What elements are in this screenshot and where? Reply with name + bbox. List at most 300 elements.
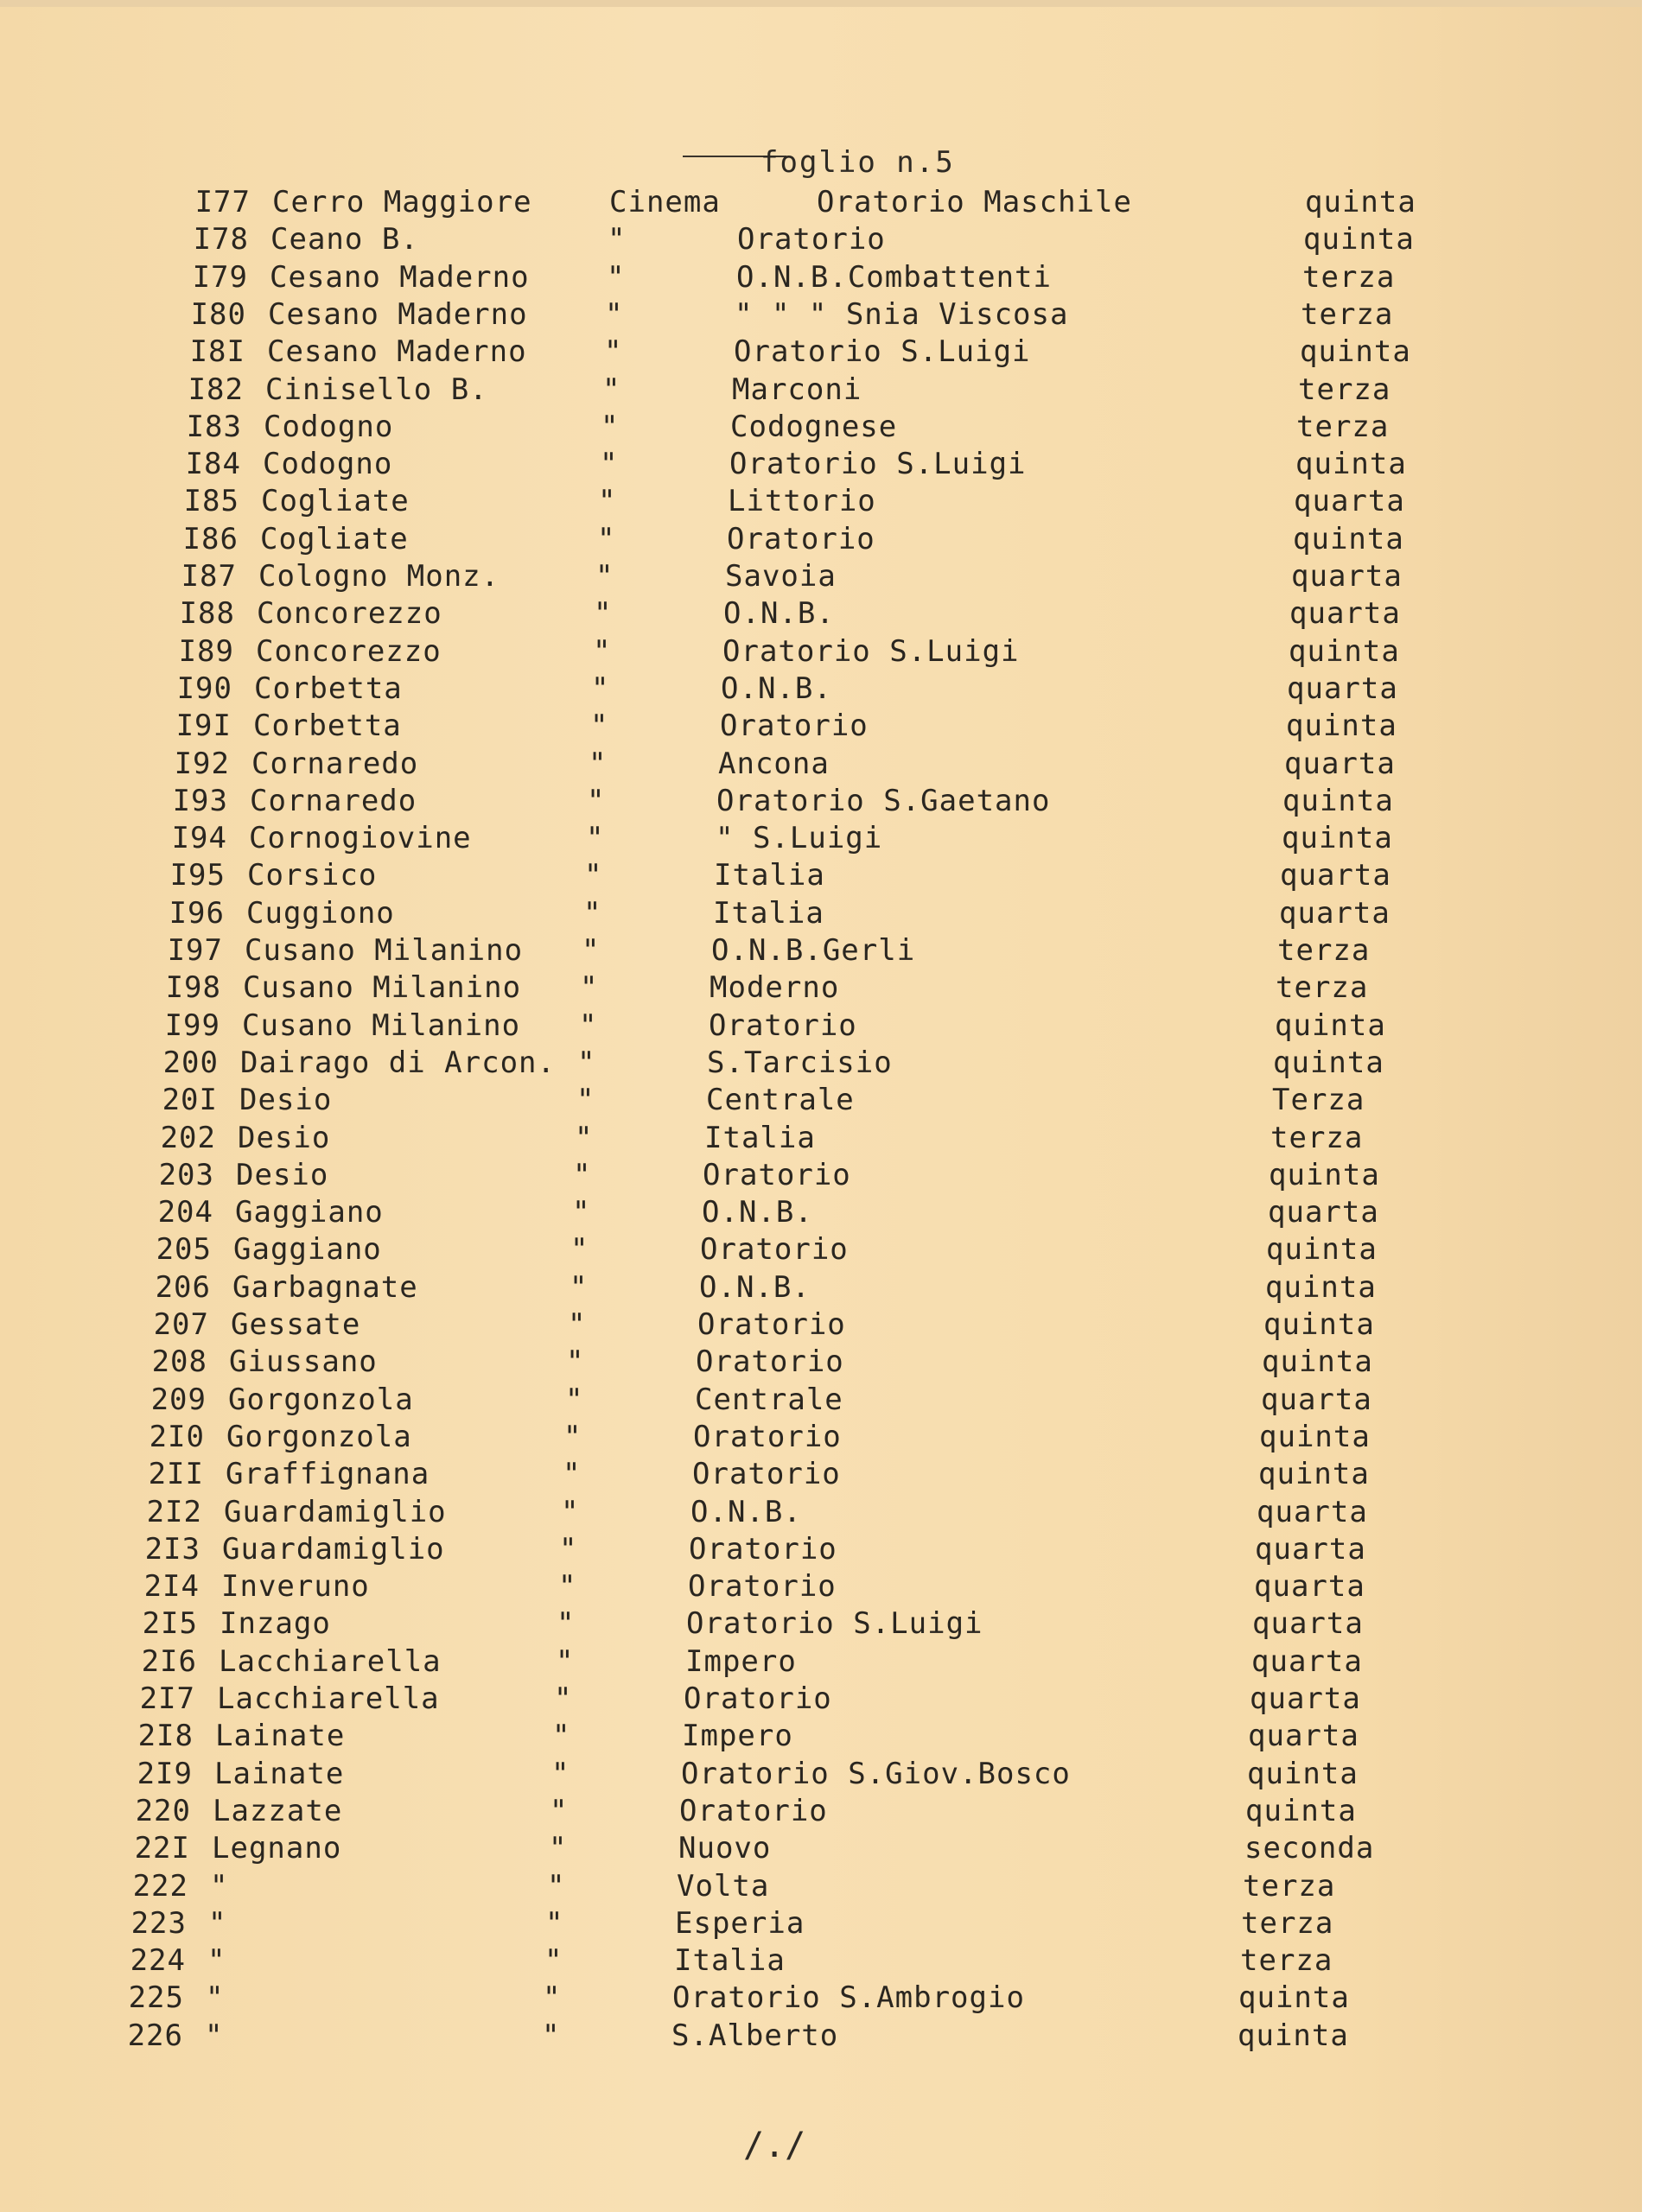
table-row: [119, 1643, 1661, 1681]
venue-name: Ancona: [718, 746, 830, 781]
town-name: Gorgonzola: [228, 1382, 414, 1417]
category-class: quinta: [1238, 1980, 1350, 2016]
town-name: Lacchiarella: [219, 1643, 442, 1679]
venue-name: Oratorio: [709, 1007, 857, 1043]
category-class: quinta: [1282, 821, 1393, 856]
category-class: quarta: [1252, 1606, 1364, 1642]
entry-number: 224: [130, 1943, 186, 1979]
entry-number: 2I6: [141, 1643, 197, 1679]
venue-name: Oratorio: [693, 1419, 842, 1454]
category-class: terza: [1241, 1905, 1334, 1941]
venue-name: Oratorio: [688, 1569, 837, 1605]
category-class: quinta: [1269, 1157, 1380, 1192]
entry-number: 223: [130, 1905, 187, 1941]
table-row: [127, 1418, 1661, 1456]
table-row: [131, 1306, 1661, 1344]
category-class: quarta: [1287, 671, 1398, 706]
entry-number: 205: [156, 1232, 212, 1268]
table-row: [154, 707, 1661, 745]
venue-type: ": [589, 746, 608, 781]
town-name: Lacchiarella: [217, 1681, 440, 1716]
venue-name: " S.Luigi: [716, 821, 883, 856]
town-name: Guardamiglio: [224, 1494, 447, 1529]
category-class: quarta: [1248, 1719, 1359, 1754]
venue-name: Esperia: [675, 1905, 805, 1941]
town-name: Cusano Milanino: [243, 970, 522, 1006]
venue-type: ": [597, 521, 616, 556]
table-row: [124, 1493, 1661, 1531]
category-class: quinta: [1305, 185, 1416, 219]
venue-type: ": [594, 596, 613, 632]
table-row: [134, 1230, 1661, 1268]
table-row: [159, 557, 1661, 595]
town-name: ": [207, 1943, 226, 1979]
table-row: [113, 1792, 1661, 1830]
table-row: [129, 1381, 1661, 1419]
entry-number: I77: [194, 185, 251, 219]
entry-number: 203: [158, 1157, 214, 1192]
entry-number: I95: [169, 858, 226, 893]
town-name: Cornaredo: [250, 783, 417, 818]
table-row: [136, 1193, 1661, 1231]
town-name: Cesano Maderno: [267, 334, 527, 370]
table-row: [170, 258, 1661, 296]
table-row: [171, 220, 1661, 258]
table-row: [145, 931, 1661, 969]
town-name: Corsico: [247, 858, 378, 893]
town-name: Inveruno: [221, 1569, 370, 1605]
category-class: quinta: [1293, 521, 1404, 556]
category-class: quinta: [1289, 633, 1400, 669]
venue-type: ": [575, 1120, 594, 1155]
entry-number: 208: [151, 1344, 207, 1380]
entry-number: I94: [171, 821, 227, 856]
entry-number: 222: [132, 1868, 188, 1904]
category-class: quarta: [1280, 858, 1391, 893]
venue-type: ": [579, 1007, 598, 1043]
venue-name: Oratorio: [697, 1307, 846, 1342]
table-row: [161, 520, 1661, 558]
venue-name: O.N.B.: [702, 1195, 813, 1230]
table-row: [143, 969, 1661, 1007]
table-row: [115, 1755, 1661, 1793]
venue-type: ": [554, 1681, 573, 1716]
venue-name: S.Tarcisio: [707, 1045, 893, 1080]
entry-number: 2II: [148, 1457, 204, 1492]
town-name: Dairago di Arcon.: [240, 1045, 556, 1080]
venue-name: Oratorio Maschile: [817, 185, 1132, 219]
venue-name: Oratorio S.Luigi: [722, 633, 1020, 669]
category-class: terza: [1276, 970, 1369, 1006]
venue-name: Italia: [713, 895, 824, 931]
town-name: Legnano: [212, 1831, 342, 1866]
entry-number: 220: [135, 1793, 191, 1828]
entry-number: 2I9: [137, 1756, 193, 1791]
category-class: terza: [1277, 933, 1371, 968]
category-class: quinta: [1303, 222, 1415, 257]
category-class: quinta: [1258, 1457, 1370, 1492]
entry-number: I99: [164, 1007, 220, 1043]
venue-name: Moderno: [710, 970, 840, 1006]
venue-type: ": [552, 1719, 571, 1754]
entry-number: I84: [185, 447, 241, 482]
entry-number: I90: [176, 671, 232, 706]
category-class: quinta: [1262, 1344, 1373, 1380]
entry-number: I83: [186, 409, 242, 444]
entry-number: I98: [165, 970, 221, 1006]
entry-number: I96: [169, 895, 225, 931]
category-class: quarta: [1268, 1195, 1379, 1230]
category-class: Terza: [1272, 1083, 1365, 1118]
town-name: Cinisello B.: [265, 372, 488, 407]
venue-name: O.N.B.Gerli: [711, 933, 916, 968]
venue-type: ": [598, 484, 617, 519]
table-row: [120, 1605, 1661, 1643]
town-name: Giussano: [229, 1344, 378, 1380]
table-row: [147, 894, 1661, 932]
venue-name: O.N.B.: [699, 1269, 811, 1305]
town-name: Lazzate: [213, 1793, 343, 1828]
venue-type: ": [563, 1419, 582, 1454]
table-row: [133, 1268, 1661, 1306]
entry-number: 226: [127, 2018, 183, 2053]
venue-type: ": [572, 1195, 591, 1230]
table-row: [163, 445, 1661, 483]
town-name: Desio: [238, 1120, 331, 1155]
category-class: terza: [1243, 1868, 1336, 1904]
entry-number: 207: [153, 1307, 209, 1342]
venue-name: Oratorio: [684, 1681, 832, 1716]
entry-number: I87: [181, 559, 237, 594]
venue-name: Oratorio: [679, 1793, 828, 1828]
entry-number: 200: [162, 1045, 219, 1080]
category-class: quarta: [1250, 1681, 1361, 1716]
venue-type: ": [543, 1980, 562, 2016]
table-row: [143, 1007, 1661, 1045]
town-name: Cusano Milanino: [242, 1007, 521, 1043]
venue-name: Oratorio S.Giov.Bosco: [681, 1756, 1071, 1791]
table-row: [106, 1979, 1661, 2017]
venue-name: O.N.B.: [723, 596, 835, 632]
venue-type: ": [587, 783, 606, 818]
category-class: quinta: [1259, 1419, 1371, 1454]
venue-name: Oratorio: [727, 521, 875, 556]
venue-name: Centrale: [706, 1083, 855, 1118]
entry-number: I88: [179, 596, 235, 632]
continuation-mark: /./: [743, 2126, 806, 2165]
town-name: Cogliate: [260, 521, 409, 556]
category-class: quarta: [1251, 1643, 1363, 1679]
venue-name: Oratorio: [689, 1531, 837, 1567]
category-class: quarta: [1294, 484, 1405, 519]
town-name: Garbagnate: [232, 1269, 418, 1305]
venue-type: ": [550, 1793, 569, 1828]
town-name: ": [208, 1905, 227, 1941]
table-row: [118, 1680, 1661, 1718]
venue-type: ": [558, 1569, 577, 1605]
venue-name: " " " Snia Viscosa: [735, 296, 1069, 332]
entry-number: 22I: [134, 1831, 190, 1866]
venue-name: Oratorio S.Luigi: [729, 447, 1027, 482]
venue-type: ": [583, 895, 602, 931]
venue-type: ": [605, 296, 624, 332]
town-name: Cologno Monz.: [258, 559, 500, 594]
town-name: Corbetta: [254, 671, 403, 706]
venue-name: Marconi: [732, 372, 862, 407]
venue-type: ": [602, 372, 621, 407]
town-name: Cerro Maggiore: [272, 185, 532, 219]
table-row: [155, 670, 1661, 708]
venue-type: ": [570, 1269, 589, 1305]
entry-number: 225: [128, 1980, 184, 2016]
table-row: [108, 1942, 1661, 1980]
venue-type: ": [547, 1868, 566, 1904]
venue-name: Oratorio: [692, 1457, 841, 1492]
venue-type: ": [568, 1307, 587, 1342]
venue-name: Oratorio: [700, 1232, 849, 1268]
town-name: Cornaredo: [251, 746, 419, 781]
table-row: [126, 1455, 1661, 1493]
category-class: quarta: [1255, 1531, 1366, 1567]
venue-type: ": [586, 821, 605, 856]
category-class: quarta: [1289, 596, 1401, 632]
town-name: Gessate: [231, 1307, 361, 1342]
venue-type: ": [600, 447, 619, 482]
town-name: Ceano B.: [270, 222, 419, 257]
entry-number: I78: [193, 222, 249, 257]
venue-name: Oratorio S.Luigi: [686, 1606, 983, 1642]
venue-name: Impero: [682, 1719, 793, 1754]
entry-number: 2I4: [143, 1569, 200, 1605]
venue-type: ": [601, 409, 620, 444]
venue-type: ": [593, 633, 612, 669]
town-name: Corbetta: [253, 709, 402, 744]
table-row: [169, 296, 1661, 334]
town-name: Cesano Maderno: [270, 259, 530, 295]
entry-number: 209: [150, 1382, 207, 1417]
entry-number: 2I5: [142, 1606, 198, 1642]
venue-name: Oratorio: [696, 1344, 844, 1380]
entry-number: 2I2: [146, 1494, 202, 1529]
category-class: quinta: [1265, 1269, 1377, 1305]
table-row: [123, 1530, 1661, 1568]
venue-type: ": [584, 858, 603, 893]
venue-name: S.Alberto: [671, 2018, 839, 2053]
entry-number: 2I8: [137, 1719, 194, 1754]
entry-number: I97: [167, 933, 223, 968]
entry-number: I79: [192, 259, 248, 295]
venue-name: O.N.B.Combattenti: [736, 259, 1052, 295]
category-class: quinta: [1300, 334, 1411, 370]
category-class: quarta: [1261, 1382, 1372, 1417]
town-name: Gaggiano: [233, 1232, 382, 1268]
venue-name: Oratorio S.Luigi: [734, 334, 1031, 370]
entry-number: I8I: [189, 334, 245, 370]
category-class: quinta: [1245, 1793, 1357, 1828]
venue-name: Impero: [685, 1643, 797, 1679]
table-row: [166, 371, 1661, 409]
entry-number: 202: [160, 1120, 216, 1155]
venue-type: ": [549, 1831, 568, 1866]
venue-name: Oratorio: [720, 709, 869, 744]
venue-type: ": [556, 1643, 575, 1679]
venue-name: Italia: [674, 1943, 786, 1979]
category-class: quarta: [1279, 895, 1391, 931]
category-class: quinta: [1247, 1756, 1359, 1791]
venue-name: Littorio: [728, 484, 876, 519]
table-row: [157, 594, 1661, 632]
town-name: ": [210, 1868, 229, 1904]
entry-number: I82: [188, 372, 244, 407]
category-class: quinta: [1273, 1045, 1384, 1080]
town-name: Cuggiono: [246, 895, 395, 931]
entry-number: I93: [172, 783, 228, 818]
category-class: quinta: [1275, 1007, 1386, 1043]
venue-type: ": [591, 671, 610, 706]
venue-name: Volta: [677, 1868, 770, 1904]
category-class: quinta: [1282, 783, 1394, 818]
sheet-label: foglio n.5: [760, 145, 955, 180]
paper-top-edge: [0, 0, 1661, 7]
venue-name: Italia: [704, 1120, 816, 1155]
entry-number: 2I0: [149, 1419, 205, 1454]
town-name: Codogno: [264, 409, 394, 444]
category-class: quarta: [1291, 559, 1403, 594]
venue-name: Italia: [714, 858, 825, 893]
venue-name: O.N.B.: [721, 671, 832, 706]
venue-type: ": [557, 1606, 576, 1642]
town-name: Cogliate: [261, 484, 410, 519]
town-name: Desio: [239, 1083, 333, 1118]
category-class: quinta: [1263, 1307, 1375, 1342]
venue-type: ": [604, 334, 623, 370]
town-name: Gaggiano: [235, 1195, 384, 1230]
entry-number: I86: [182, 521, 239, 556]
venue-type: Cinema: [609, 185, 721, 219]
venue-name: Codognese: [730, 409, 898, 444]
venue-type: ": [565, 1382, 584, 1417]
venue-name: O.N.B.: [690, 1494, 802, 1529]
venue-type: ": [544, 1943, 563, 1979]
entry-number: 2I3: [144, 1531, 200, 1567]
category-class: quinta: [1266, 1232, 1378, 1268]
venue-type: ": [570, 1232, 589, 1268]
table-row: [173, 183, 1661, 221]
entry-number: I89: [178, 633, 234, 669]
venue-type: ": [595, 559, 614, 594]
category-class: quinta: [1286, 709, 1397, 744]
venue-type: ": [607, 259, 626, 295]
venue-name: Savoia: [725, 559, 837, 594]
town-name: Concorezzo: [256, 633, 442, 669]
town-name: Desio: [236, 1157, 329, 1192]
town-name: Inzago: [220, 1606, 331, 1642]
town-name: Lainate: [214, 1756, 345, 1791]
town-name: Concorezzo: [257, 596, 442, 632]
town-name: Cornogiovine: [249, 821, 472, 856]
table-row: [112, 1829, 1661, 1867]
table-row: [111, 1867, 1661, 1905]
table-row: [105, 2017, 1661, 2055]
table-row: [116, 1717, 1661, 1755]
venue-name: Nuovo: [678, 1831, 772, 1866]
venue-type: ": [576, 1083, 595, 1118]
venue-type: ": [608, 222, 627, 257]
table-row: [141, 1044, 1661, 1082]
table-row: [137, 1156, 1661, 1194]
table-row: [138, 1119, 1661, 1157]
table-row: [148, 856, 1661, 894]
venue-type: ": [580, 970, 599, 1006]
town-name: Codogno: [263, 447, 393, 482]
venue-type: ": [559, 1531, 578, 1567]
town-name: Cusano Milanino: [245, 933, 524, 968]
entry-number: 206: [155, 1269, 211, 1305]
entry-number: I9I: [175, 709, 232, 744]
category-class: quinta: [1295, 447, 1407, 482]
entry-number: 2I7: [139, 1681, 195, 1716]
entry-number: I85: [183, 484, 239, 519]
venue-name: Oratorio S.Ambrogio: [672, 1980, 1025, 2016]
category-class: quarta: [1257, 1494, 1368, 1529]
category-class: terza: [1270, 1120, 1364, 1155]
table-row: [109, 1904, 1661, 1942]
town-name: Guardamiglio: [222, 1531, 445, 1567]
table-row: [162, 482, 1661, 520]
venue-type: ": [582, 933, 601, 968]
venue-name: Oratorio S.Gaetano: [716, 783, 1051, 818]
entry-number: 204: [157, 1195, 213, 1230]
venue-type: ": [566, 1344, 585, 1380]
entry-number: I92: [174, 746, 230, 781]
category-class: terza: [1301, 296, 1394, 332]
table-row: [150, 782, 1661, 820]
venue-type: ": [577, 1045, 596, 1080]
venue-type: ": [545, 1905, 564, 1941]
category-class: quarta: [1284, 746, 1396, 781]
town-name: Cesano Maderno: [268, 296, 528, 332]
town-name: ": [206, 1980, 225, 2016]
category-class: seconda: [1244, 1831, 1375, 1866]
table-row: [168, 333, 1661, 371]
venue-type: ": [573, 1157, 592, 1192]
venue-type: ": [551, 1756, 570, 1791]
table-row: [156, 632, 1661, 671]
town-name: Gorgonzola: [226, 1419, 412, 1454]
venue-type: ": [542, 2018, 561, 2053]
table-row: [152, 745, 1661, 783]
venue-name: Centrale: [695, 1382, 843, 1417]
table-row: [130, 1343, 1661, 1381]
table-row: [122, 1567, 1661, 1605]
table-row: [140, 1081, 1661, 1119]
venue-type: ": [561, 1494, 580, 1529]
entry-number: I80: [190, 296, 246, 332]
venue-name: Oratorio: [737, 222, 886, 257]
entry-number: 20I: [162, 1083, 218, 1118]
table-row: [150, 819, 1661, 857]
category-class: quarta: [1254, 1569, 1365, 1605]
category-class: terza: [1240, 1943, 1333, 1979]
venue-type: ": [563, 1457, 582, 1492]
town-name: Graffignana: [226, 1457, 430, 1492]
town-name: Lainate: [215, 1719, 346, 1754]
category-class: terza: [1296, 409, 1390, 444]
table-row: [164, 408, 1661, 446]
category-class: terza: [1298, 372, 1391, 407]
category-class: terza: [1302, 259, 1396, 295]
venue-type: ": [590, 709, 609, 744]
